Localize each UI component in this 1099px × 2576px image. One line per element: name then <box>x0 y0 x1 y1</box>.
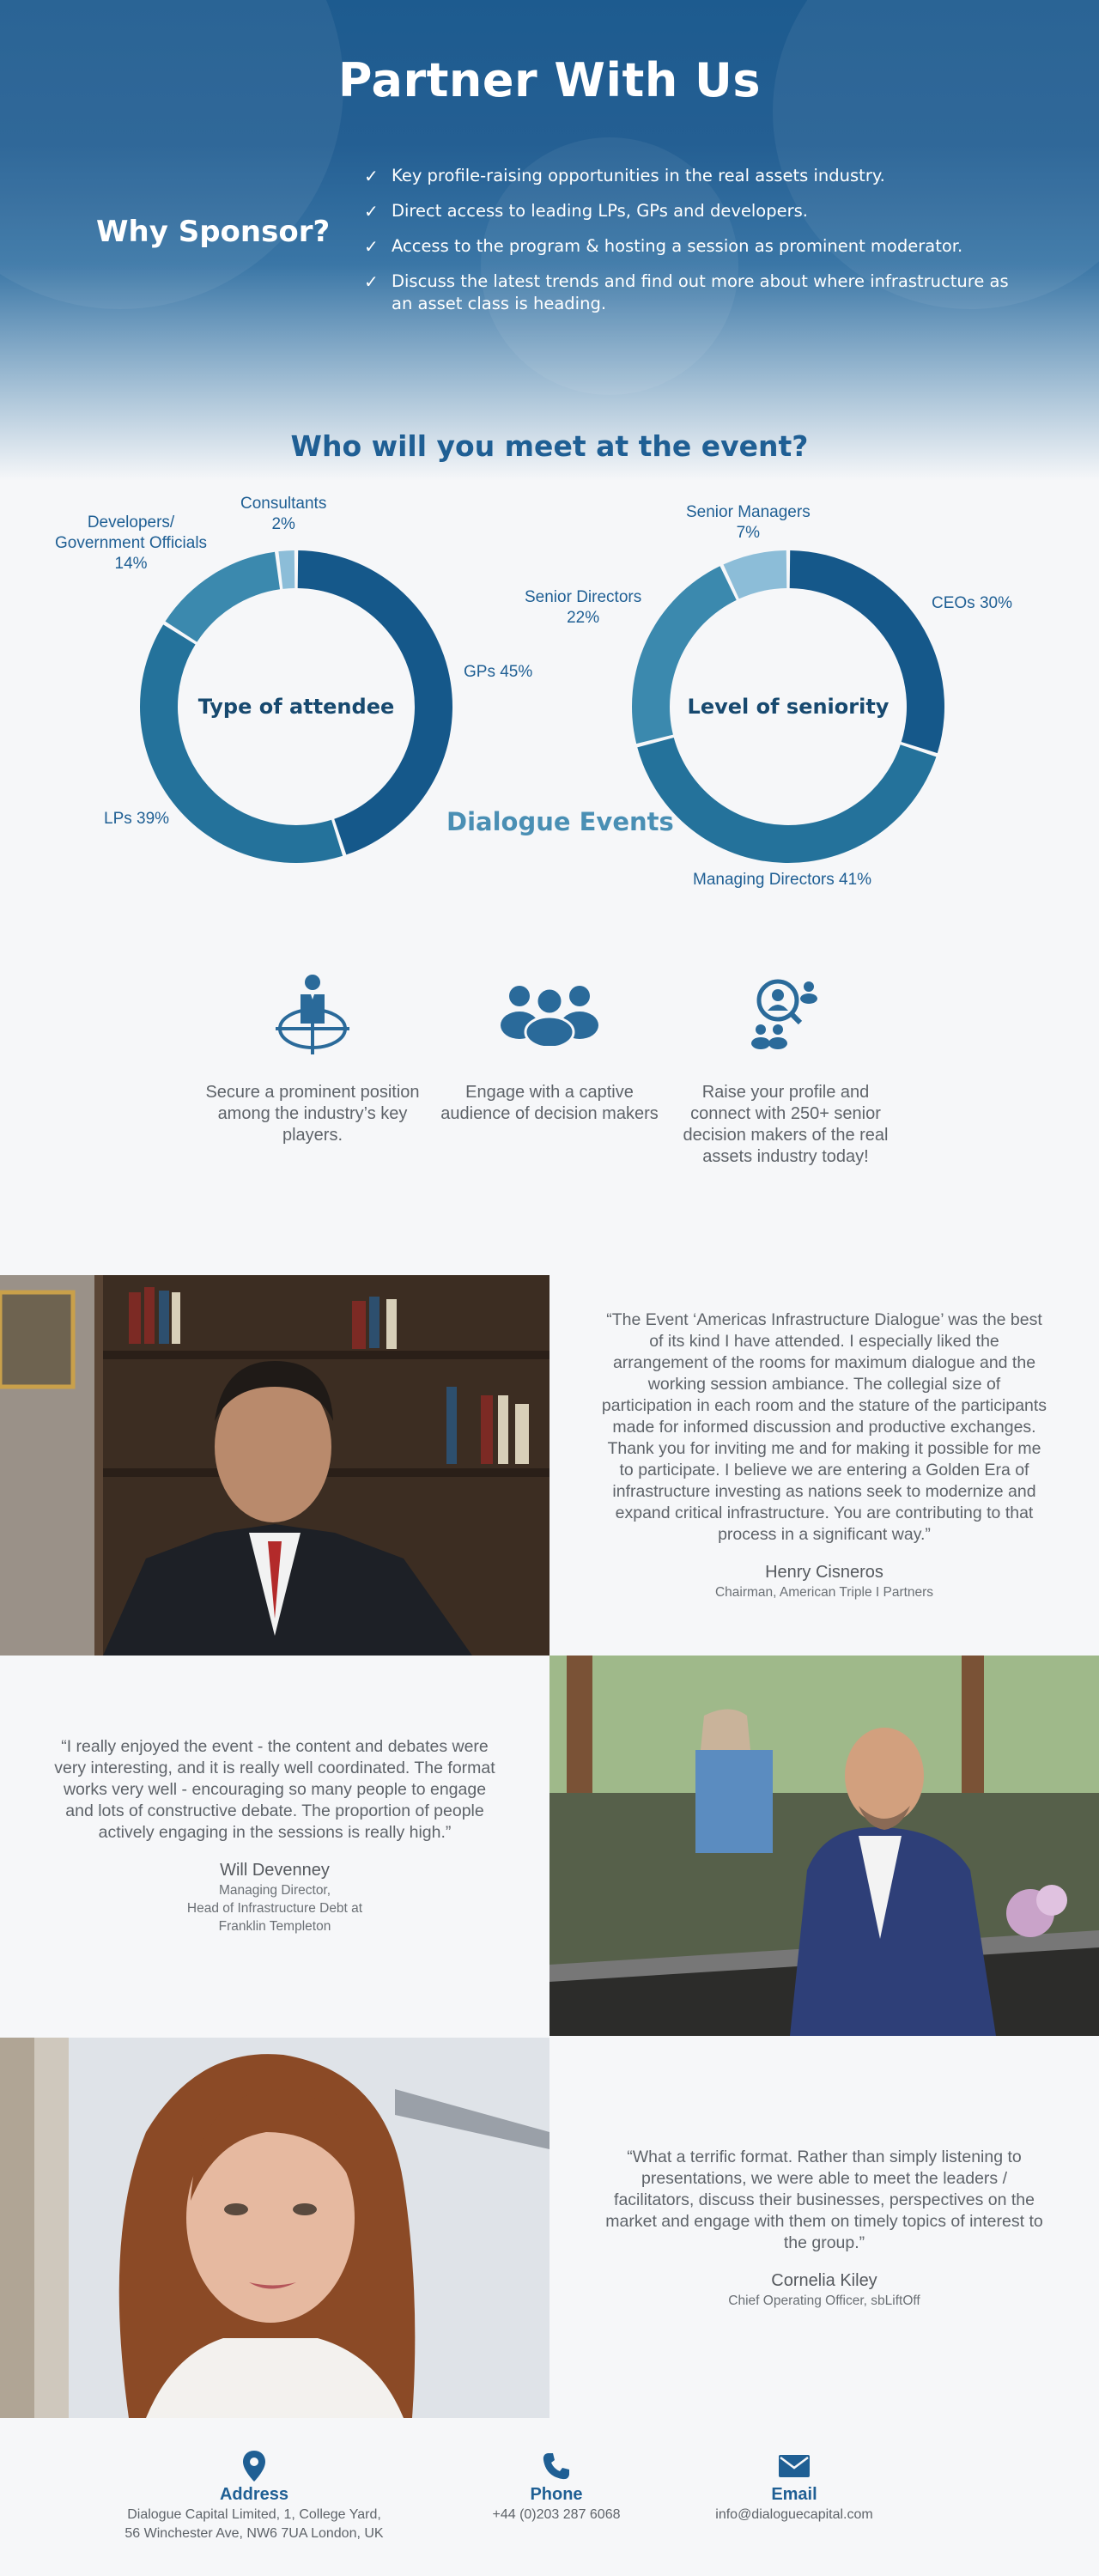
phone-icon <box>428 2449 685 2483</box>
donut-center-label-type: Type of attendee <box>197 695 395 719</box>
network-search-icon <box>674 970 897 1056</box>
hero-bg-shape <box>0 0 343 309</box>
address-line: Dialogue Capital Limited, 1, College Yard, <box>127 2507 381 2522</box>
chart-label-ceos: CEOs 30% <box>932 594 1012 612</box>
chart-label-senior-managers: Senior Managers 7% <box>686 503 811 542</box>
testimonial-name: Cornelia Kiley <box>771 2271 877 2290</box>
donut-slice-lps <box>140 624 343 863</box>
testimonial-card <box>0 1736 550 1935</box>
hero-banner <box>0 0 1099 481</box>
address-line: 56 Winchester Ave, NW6 7UA London, UK <box>124 2526 384 2541</box>
chart-label-lps: LPs 39% <box>104 810 170 828</box>
feature-item <box>674 970 897 1168</box>
contact-phone <box>428 2449 685 2524</box>
email-address[interactable]: info@dialoguecapital.com <box>715 2507 873 2522</box>
testimonial-role: Franklin Templeton <box>218 1919 331 1934</box>
page-title: Partner With Us <box>337 53 762 107</box>
testimonial-quote: “The Event ‘Americas Infrastructure Dialogue’ was the best of its kind I have attended. I especially liked the arrangement of the rooms for maximum dialogue and the working session ambiance. The collegial size of participation in each room and the stature of the participants made for informed discussion and productive exchanges. Thank you for inviting me and for making it possible for me to participate. I believe we are entering a Golden Era of infrastructure investing as nations seek to modernize and expand critical infrastructure. You are contributing to that process in a significant way.” <box>601 1310 1047 1544</box>
benefit-item <box>364 235 1034 258</box>
benefits-list <box>364 165 1034 328</box>
contact-email <box>665 2449 923 2524</box>
check-icon: ✓ <box>364 271 379 292</box>
testimonial-card <box>550 1309 1099 1601</box>
testimonial-role: Chairman, American Triple I Partners <box>714 1585 934 1600</box>
benefit-text: Discuss the latest trends and find out more about where infrastructure as an asset class is heading. <box>392 271 1009 313</box>
envelope-icon <box>665 2449 923 2483</box>
check-icon: ✓ <box>364 236 379 257</box>
testimonial-quote: “I really enjoyed the event - the content and debates were very interesting, and it is really well coordinated. The format works very well - encouraging so many people to engage and lots of constructive debate. The proportion of people actively engaging in the sessions is really high.” <box>54 1737 495 1842</box>
email-title: Email <box>771 2485 817 2504</box>
benefit-text: Access to the program & hosting a session as prominent moderator. <box>392 236 963 256</box>
check-icon: ✓ <box>364 166 379 186</box>
benefit-item <box>364 270 1034 315</box>
testimonial-name: Henry Cisneros <box>765 1563 883 1582</box>
benefit-item <box>364 200 1034 222</box>
check-icon: ✓ <box>364 201 379 222</box>
why-sponsor-heading: Why Sponsor? <box>96 215 331 249</box>
donut-slice-managing-directors <box>637 738 936 863</box>
chart-label-managing-directors: Managing Directors 41% <box>693 871 872 889</box>
testimonial-card <box>550 2147 1099 2309</box>
map-pin-icon <box>82 2449 426 2483</box>
donut-slice-ceos <box>790 550 944 753</box>
audience-group-icon <box>438 970 661 1056</box>
chart-label-consultants: Consultants 2% <box>240 495 327 533</box>
feature-text: Engage with a captive audience of decision makers <box>440 1083 659 1123</box>
benefit-item <box>364 165 1034 187</box>
testimonial-role: Head of Infrastructure Debt at <box>186 1901 363 1916</box>
feature-text: Secure a prominent position among the industry’s key players. <box>205 1083 420 1145</box>
donut-slice-senior-managers <box>724 550 787 598</box>
benefit-text: Direct access to leading LPs, GPs and developers. <box>392 201 808 221</box>
feature-item <box>201 970 424 1146</box>
testimonial-name: Will Devenney <box>220 1861 330 1880</box>
phone-number[interactable]: +44 (0)203 287 6068 <box>492 2507 621 2522</box>
dialogue-events-logo: Dialogue Events <box>446 807 674 836</box>
testimonial-photo-cornelia-kiley <box>0 2038 550 2418</box>
testimonial-role: Chief Operating Officer, sbLiftOff <box>728 2293 920 2308</box>
testimonial-photo-will-devenney <box>550 1656 1099 2036</box>
chart-label-developers: Developers/ Government Officials 14% <box>55 513 208 573</box>
address-title: Address <box>219 2485 289 2504</box>
target-person-icon <box>201 970 424 1056</box>
phone-title: Phone <box>530 2485 583 2504</box>
chart-label-senior-directors: Senior Directors 22% <box>525 588 642 627</box>
contact-address <box>82 2449 426 2543</box>
testimonial-role: Managing Director, <box>218 1883 331 1898</box>
feature-text: Raise your profile and connect with 250+ senior decision makers of the real assets industry today! <box>683 1083 889 1166</box>
testimonial-quote: “What a terrific format. Rather than simply listening to presentations, we were able to meet the leaders / facilitators, discuss their businesses, perspectives on the market and engage with them on timely topics of interest to the group.” <box>605 2148 1043 2252</box>
donut-slice-consultants <box>278 550 294 589</box>
feature-item <box>438 970 661 1125</box>
chart-label-gps: GPs 45% <box>464 663 533 681</box>
meet-heading: Who will you meet at the event? <box>290 429 809 463</box>
testimonial-photo-henry-cisneros <box>0 1275 550 1656</box>
donut-center-label-seniority: Level of seniority <box>687 695 890 719</box>
benefit-text: Key profile-raising opportunities in the real assets industry. <box>392 166 885 185</box>
